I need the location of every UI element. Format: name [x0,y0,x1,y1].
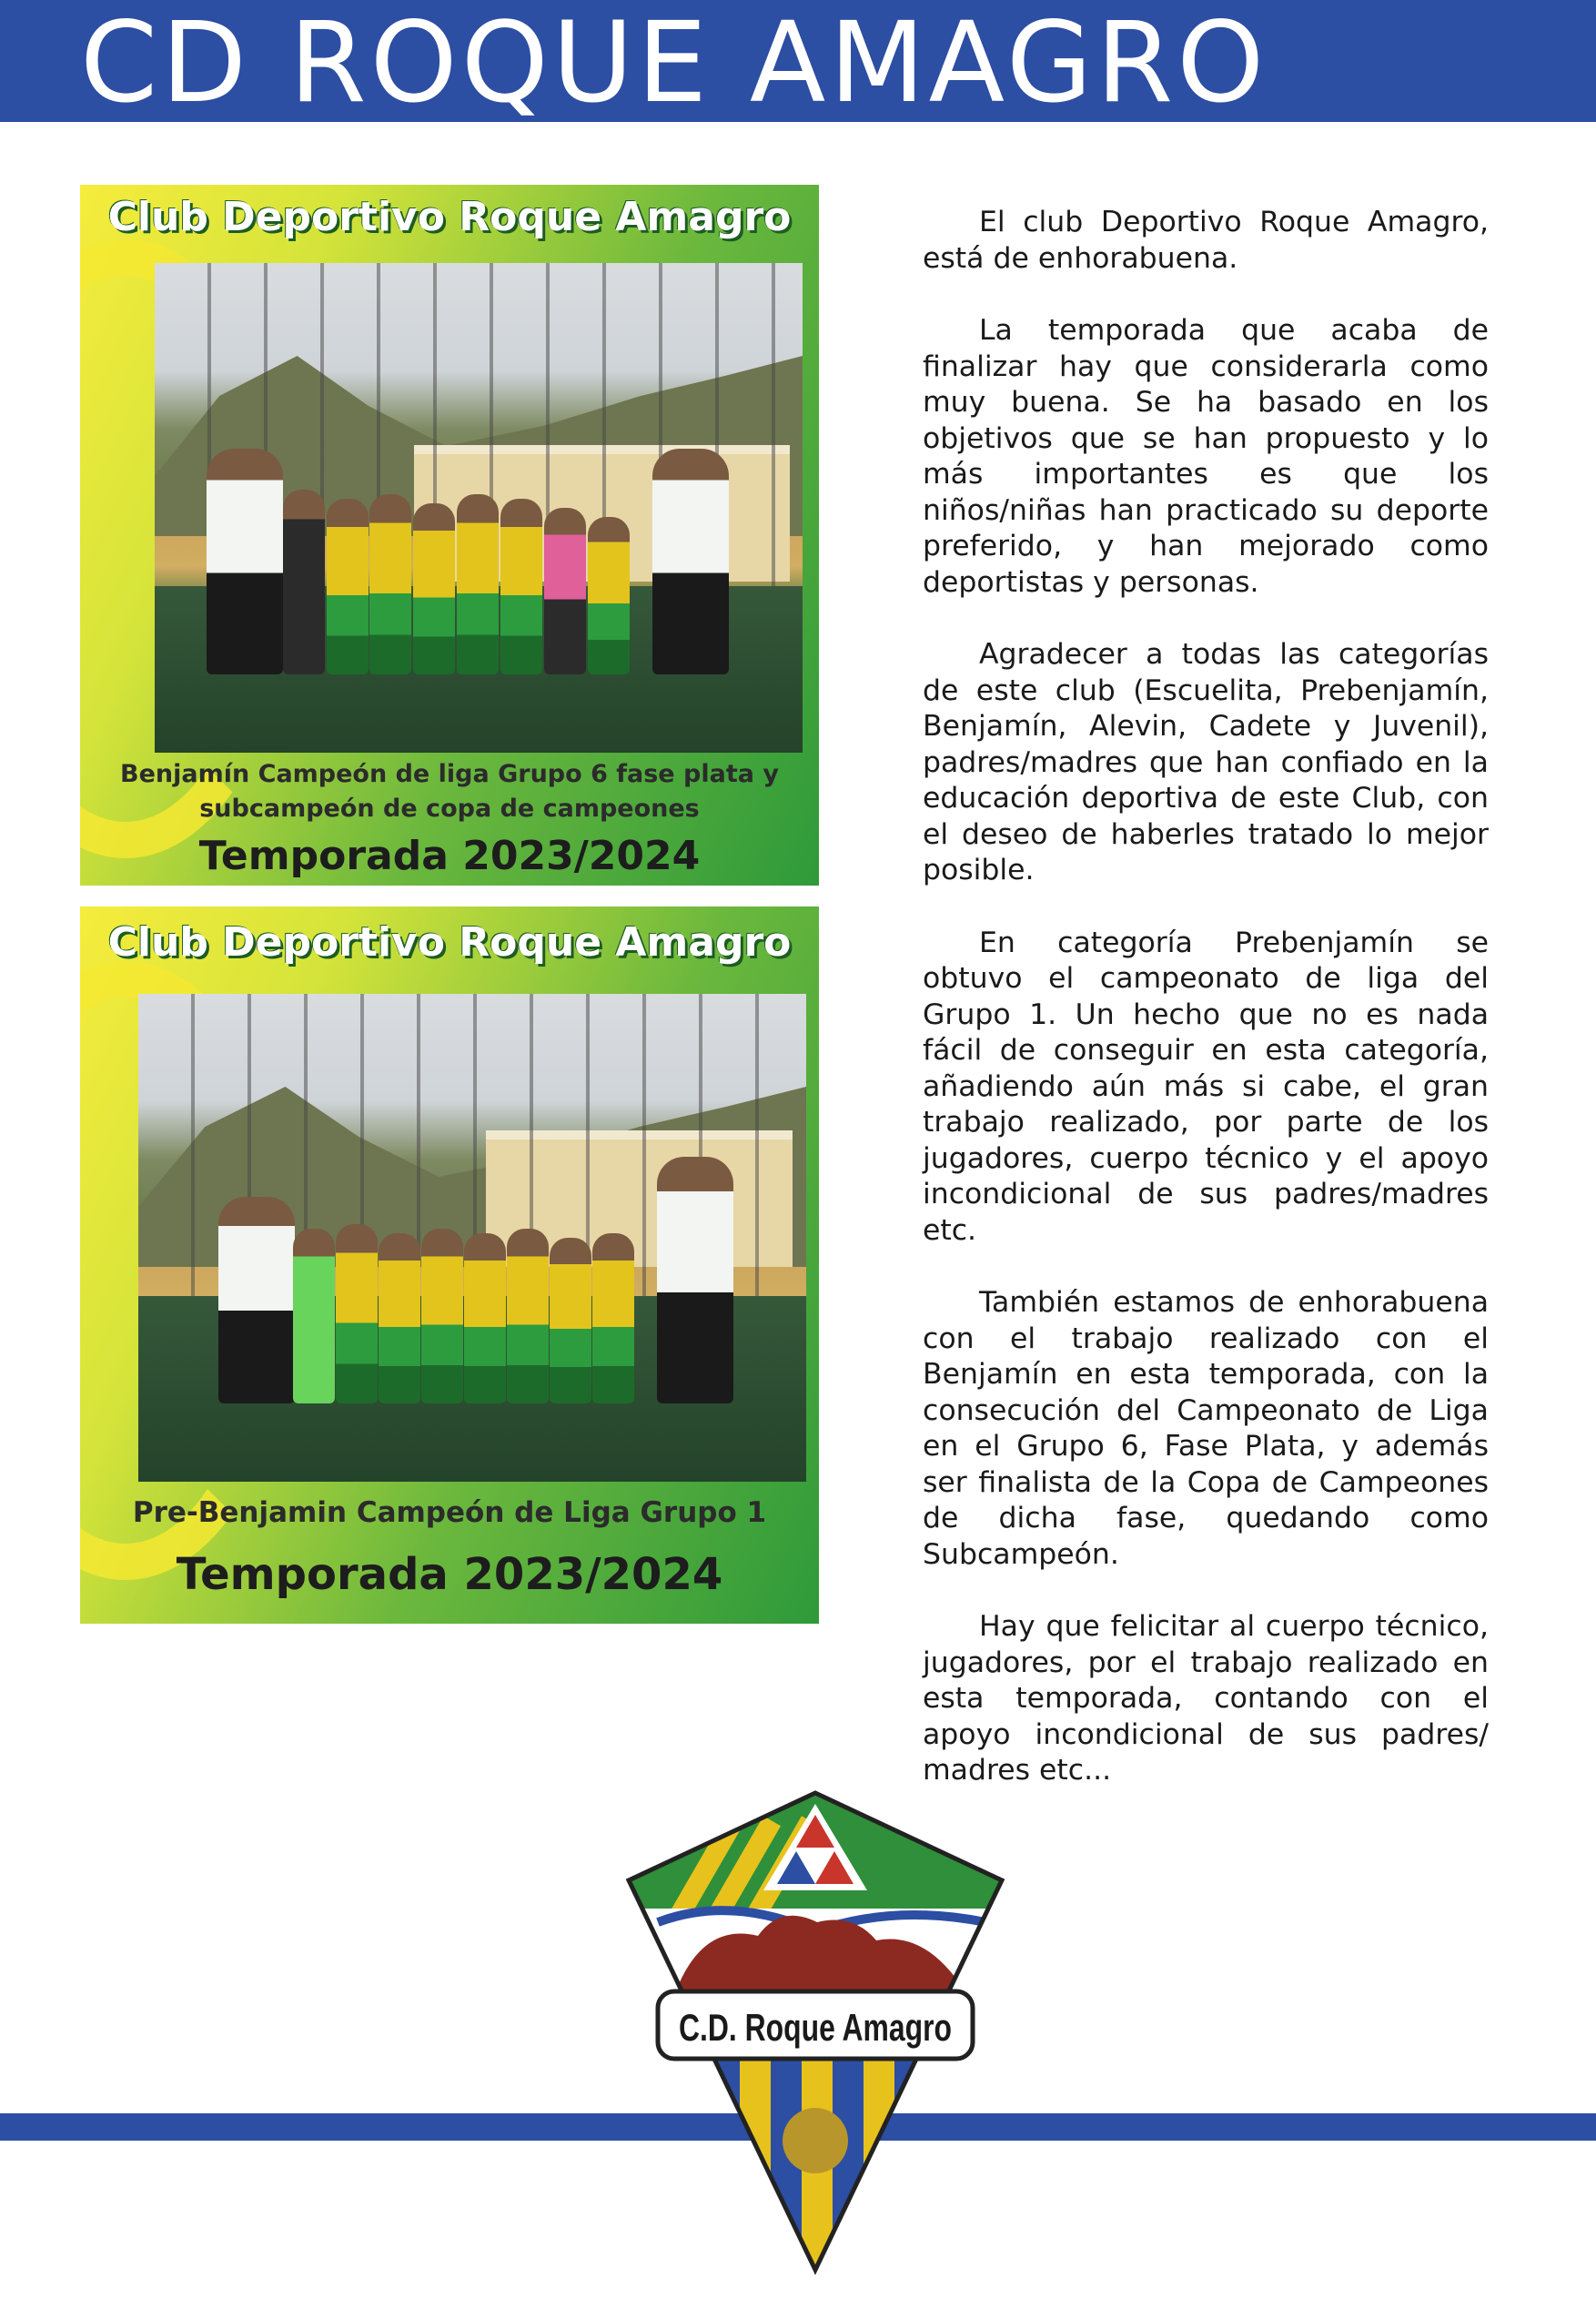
poster-caption: Pre-Benjamin Campeón de Liga Grupo 1 [132,1496,767,1529]
coach-figure [652,449,729,673]
team-group [207,449,751,673]
article-paragraph: Agradecer a todas las categorías de este club (Escuelita, Prebenjamín, Benjamín, Alevin, Cadete y Juvenil), padres/madres que han confiado en la educación deportiva de este Club, con el deseo de haberles tratado lo mejor posible. [923,638,1489,886]
article-paragraph: El club Deportivo Roque Amagro, está de enhorabuena. [923,206,1489,275]
player-figure [283,490,325,674]
team-photo-benjamin [155,263,803,753]
player-figure [457,494,499,674]
poster-benjamin [80,185,819,886]
poster-heading: Club Deportivo Roque Amagro [107,919,792,966]
coach-figure [657,1157,733,1403]
team-group [218,1180,753,1404]
crest-ball [783,2108,848,2173]
poster-caption: Benjamín Campeón de liga Grupo 6 fase plata y [120,760,779,788]
article-paragraph: También estamos de enhorabuena con el trabajo realizado con el Benjamín en esta temporada, con la consecución del Campeonato de Liga en el Grupo 6, Fase Plata, y además ser finalista de la Copa de Campeones de dicha fase, quedando como Subcampeón. [923,1286,1489,1571]
coach-figure [218,1197,295,1403]
article-paragraph: La temporada que acaba de finalizar hay que considerarla como muy buena. Se ha basado en los objetivos que se han propuesto y lo más importantes es que los niños/niñas han practicado su deporte preferido, y han mejorado como deportistas y personas. [923,314,1489,599]
club-crest-logo [621,1786,1009,2277]
player-figure [507,1229,549,1403]
player-figure [293,1229,335,1403]
player-figure [592,1233,634,1403]
player-figure [550,1238,591,1403]
article-paragraph: Hay que felicitar al cuerpo técnico, jugadores, por el trabajo realizado en esta temporada, contando con el apoyo incondicional de sus padres/ madres etc... [923,1610,1489,1787]
player-figure [327,499,369,674]
coach-figure [207,449,283,673]
player-figure [464,1233,506,1403]
article-paragraph: En categoría Prebenjamín se obtuvo el campeonato de liga del Grupo 1. Un hecho que no es nada fácil de conseguir en esta categoría, añadiendo aún más si cabe, el gran trabajo realizado, por parte de los jugadores, cuerpo técnico y el apoyo incondicional de sus padres/madres etc. [923,926,1489,1247]
poster-heading: Club Deportivo Roque Amagro [107,194,792,240]
poster-season: Temporada 2023/2024 [198,833,701,879]
team-photo-prebenjamin [138,994,806,1482]
player-figure [544,508,586,674]
player-figure [500,499,542,674]
crest-name-text: C.D. Roque Amagro [679,2006,952,2049]
player-figure [421,1229,463,1403]
player-figure [336,1224,378,1403]
poster-caption: subcampeón de copa de campeones [199,795,700,823]
player-figure [588,517,630,674]
player-figure [369,494,411,674]
player-figure [379,1233,420,1403]
player-figure [413,503,455,674]
page-title: CD ROQUE AMAGRO [80,0,1268,127]
poster-season: Temporada 2023/2024 [176,1549,723,1600]
poster-prebenjamin [80,906,819,1624]
header-bar [0,0,1596,127]
article-body [923,205,1489,1826]
